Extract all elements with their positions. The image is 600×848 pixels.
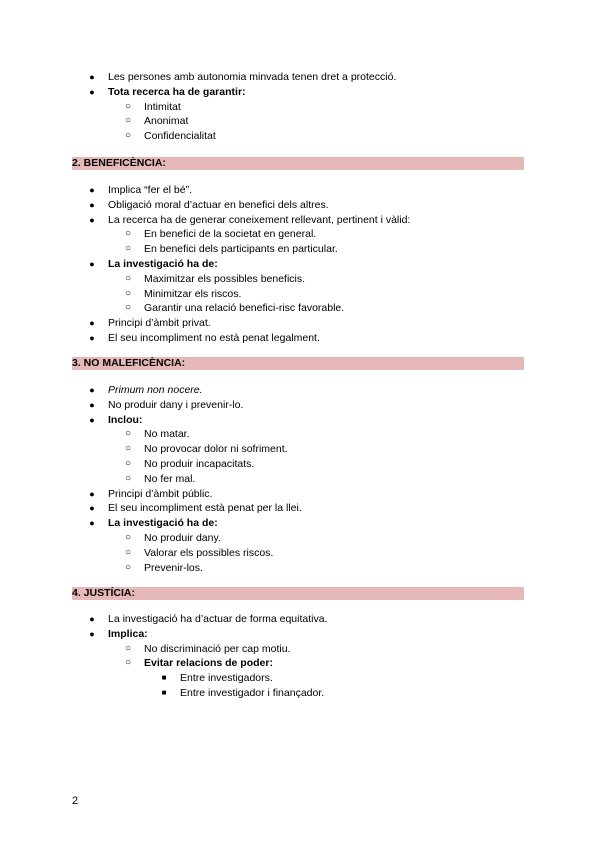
bullet-icon: ● — [89, 488, 95, 499]
list-item — [0, 472, 600, 487]
bullet-icon: ● — [89, 399, 95, 410]
list-item — [0, 627, 600, 642]
list-item — [0, 287, 600, 302]
list-item — [0, 100, 600, 115]
list-item-text: Confidencialitat — [144, 130, 216, 143]
list-item — [0, 85, 600, 100]
bullet-icon: ● — [89, 503, 95, 514]
bullet-icon: ● — [89, 185, 95, 195]
list-item-text: La recerca ha de generar coneixement rellevant, pertinent i vàlid: — [108, 213, 411, 226]
list-item-text: Garantir una relació benefici-risc favorable. — [144, 302, 345, 315]
bullet-icon: ● — [89, 258, 95, 269]
section-heading-beneficencia: 2. BENEFICÈNCIA: — [72, 157, 524, 170]
list-item-text: Tota recerca ha de garantir: — [108, 85, 246, 98]
list-item-text: El seu incompliment no està penat legalment. — [108, 331, 320, 344]
bullet-icon: ○ — [124, 130, 132, 142]
bullet-icon: ○ — [124, 272, 132, 284]
list-item — [0, 487, 600, 502]
list-item-text: Evitar relacions de poder: — [144, 657, 273, 670]
bullet-icon: ● — [89, 72, 95, 82]
bullet-icon: ○ — [124, 302, 132, 314]
list-item — [0, 561, 600, 576]
no-maleficencia-list — [0, 383, 600, 575]
bullet-icon: ○ — [124, 243, 132, 255]
list-item — [0, 70, 600, 85]
list-item — [0, 331, 600, 346]
list-item — [0, 316, 600, 331]
bullet-icon: ○ — [124, 642, 132, 654]
list-item-text: No produir dany. — [144, 531, 221, 544]
list-item — [0, 516, 600, 531]
bullet-icon: ○ — [124, 115, 132, 127]
list-item — [0, 501, 600, 516]
list-item-text: Principi d’àmbit privat. — [108, 317, 211, 330]
list-item-text: Inclou: — [108, 413, 143, 426]
bullet-icon: ■ — [161, 687, 167, 697]
list-item — [0, 114, 600, 129]
list-item-text: La investigació ha de: — [108, 257, 218, 270]
list-item-text: En benefici de la societat en general. — [144, 228, 317, 241]
bullet-icon: ● — [89, 332, 95, 343]
list-item-text: No provocar dolor ni sofriment. — [144, 443, 288, 456]
list-item-text: Obligació moral d’actuar en benefici dels altres. — [108, 198, 329, 211]
list-item — [0, 257, 600, 272]
list-item-text: Intimitat — [144, 100, 181, 113]
bullet-icon: ○ — [124, 546, 132, 558]
list-item-text: No discriminació per cap motiu. — [144, 642, 291, 655]
list-item — [0, 413, 600, 428]
list-item — [0, 242, 600, 257]
list-item-text: Entre investigador i finançador. — [180, 686, 325, 699]
bullet-icon: ■ — [161, 673, 167, 683]
list-item-text: Les persones amb autonomia minvada tenen dret a protecció. — [108, 71, 397, 83]
list-item — [0, 301, 600, 316]
list-item-text: No produir incapacitats. — [144, 457, 255, 470]
beneficencia-list — [0, 183, 600, 346]
bullet-icon: ○ — [124, 531, 132, 543]
bullet-icon: ○ — [124, 472, 132, 484]
list-item-text: Implica “fer el bé”. — [108, 184, 193, 196]
list-item — [0, 642, 600, 657]
list-item — [0, 213, 600, 228]
bullet-icon: ○ — [124, 100, 132, 112]
bullet-icon: ● — [89, 414, 95, 425]
list-item — [0, 383, 600, 398]
list-item — [0, 272, 600, 287]
bullet-icon: ● — [89, 385, 95, 395]
bullet-icon: ○ — [124, 443, 132, 455]
list-item-text: El seu incompliment està penat per la llei. — [108, 502, 302, 515]
list-item-text: Minimitzar els riscos. — [144, 287, 242, 300]
bullet-icon: ● — [89, 518, 95, 529]
list-item-text: No matar. — [144, 428, 190, 441]
list-item-text: Anonimat — [144, 115, 189, 128]
bullet-icon: ● — [89, 614, 95, 624]
bullet-icon: ○ — [124, 428, 132, 440]
list-item — [0, 457, 600, 472]
bullet-icon: ○ — [124, 561, 132, 573]
list-item-text: La investigació ha d’actuar de forma equitativa. — [108, 613, 328, 625]
list-item — [0, 442, 600, 457]
list-item — [0, 612, 600, 627]
bullet-icon: ● — [89, 628, 95, 639]
intro-list — [0, 70, 600, 144]
bullet-icon: ● — [89, 199, 95, 210]
section-heading-justicia: 4. JUSTÍCIA: — [72, 587, 524, 600]
section-heading-no-maleficencia: 3. NO MALEFICÈNCIA: — [72, 357, 524, 370]
list-item-text: La investigació ha de: — [108, 517, 218, 530]
list-item-text: Prevenir-los. — [144, 561, 203, 574]
page-number: 2 — [72, 795, 79, 807]
list-item — [0, 427, 600, 442]
list-item-text: No produir dany i prevenir-lo. — [108, 398, 244, 411]
list-item-text: No fer mal. — [144, 472, 196, 485]
list-item — [0, 227, 600, 242]
bullet-icon: ● — [89, 214, 95, 225]
bullet-icon: ● — [89, 86, 95, 97]
bullet-icon: ● — [89, 318, 95, 329]
list-item — [0, 398, 600, 413]
list-item — [0, 198, 600, 213]
justicia-list — [0, 612, 600, 701]
list-item — [0, 671, 600, 686]
list-item-text: En benefici dels participants en particular. — [144, 243, 338, 256]
list-item — [0, 546, 600, 561]
list-item — [0, 531, 600, 546]
list-item-text: Primum non nocere. — [108, 384, 203, 396]
list-item — [0, 686, 600, 701]
list-item-text: Entre investigadors. — [180, 672, 273, 685]
list-item-text: Implica: — [108, 627, 148, 640]
bullet-icon: ○ — [124, 657, 132, 669]
list-item-text: Maximitzar els possibles beneficis. — [144, 272, 306, 285]
list-item — [0, 656, 600, 671]
bullet-icon: ○ — [124, 287, 132, 299]
list-item-text: Principi d’àmbit públic. — [108, 487, 213, 500]
list-item-text: Valorar els possibles riscos. — [144, 546, 274, 559]
bullet-icon: ○ — [124, 228, 132, 240]
bullet-icon: ○ — [124, 457, 132, 469]
list-item — [0, 129, 600, 144]
list-item — [0, 183, 600, 198]
